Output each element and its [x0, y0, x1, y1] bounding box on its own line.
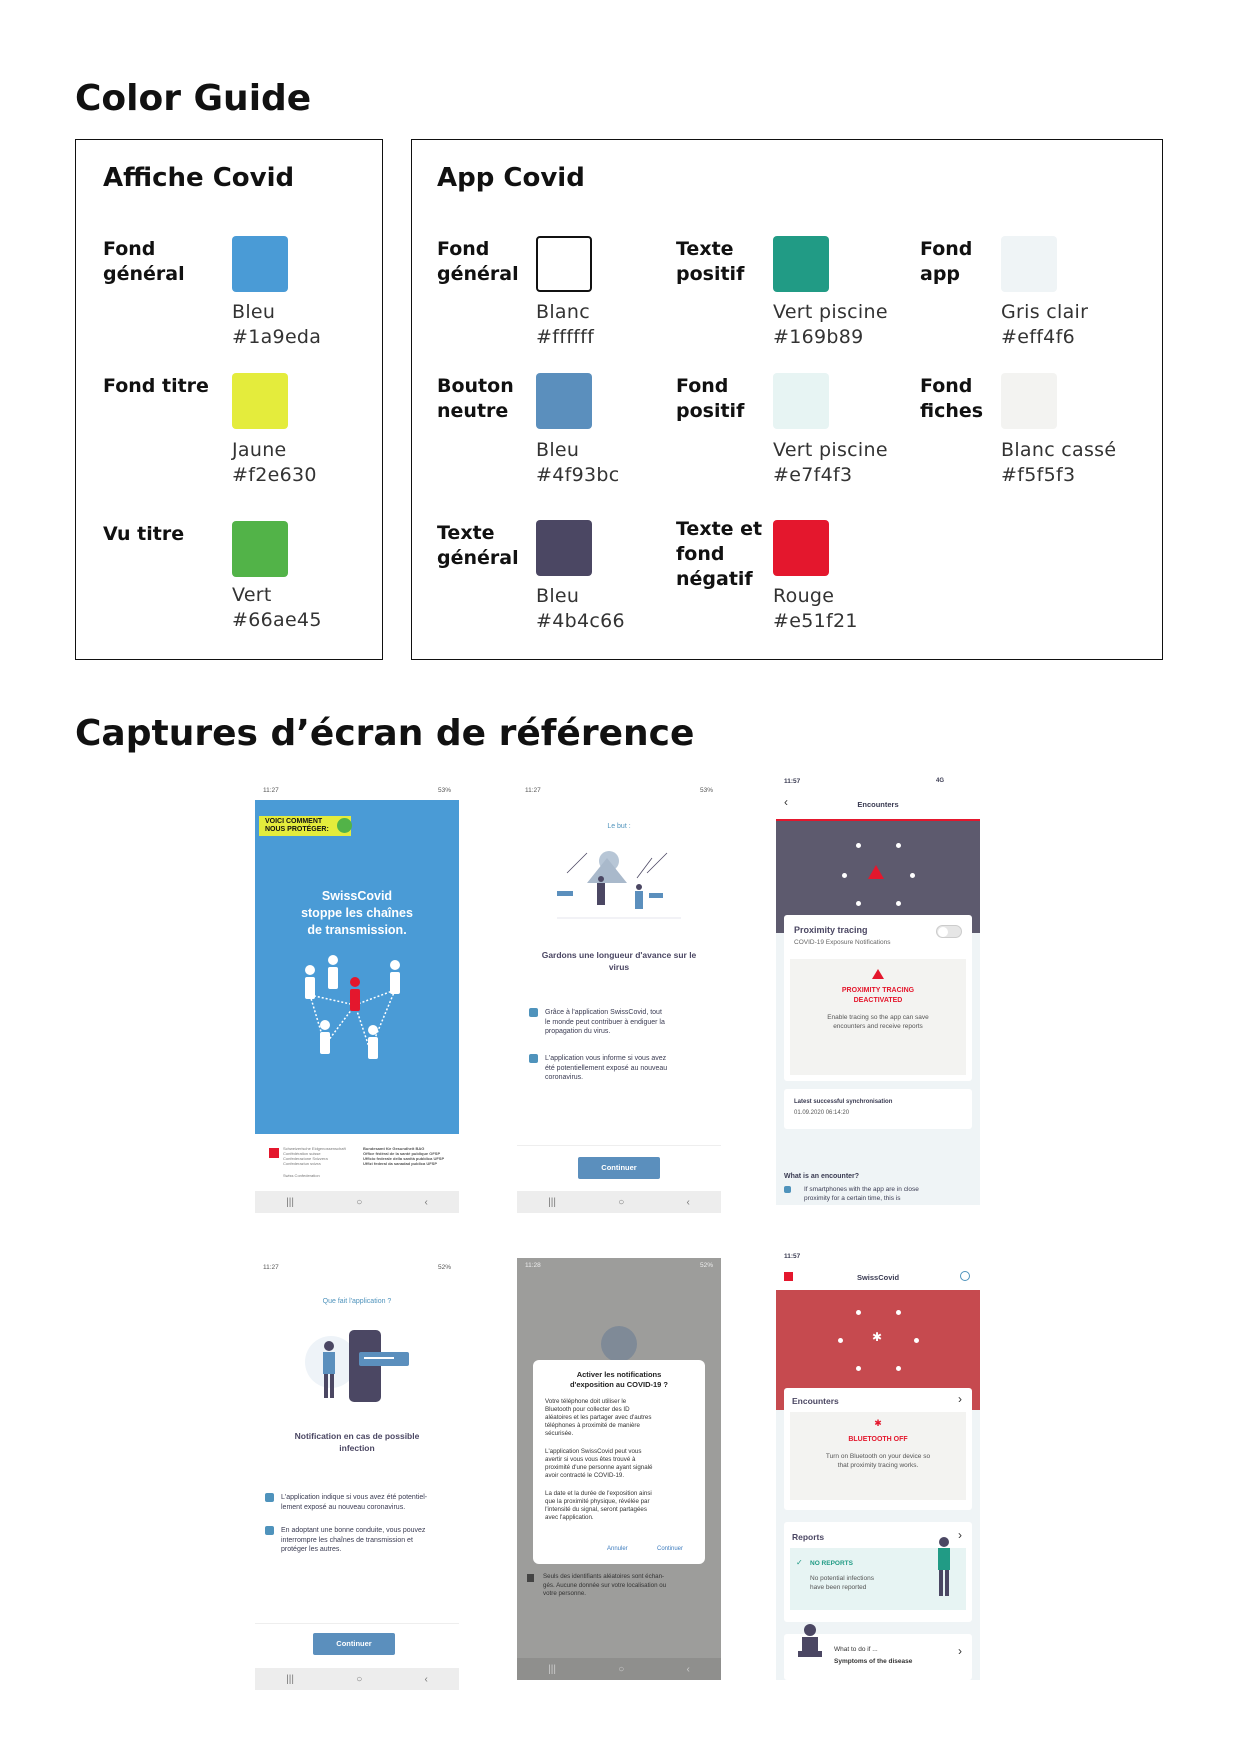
swatch-name: Vert piscine	[773, 301, 888, 323]
phone-notification-illustration	[297, 1322, 421, 1412]
swatch-hex: #4f93bc	[536, 464, 620, 486]
screenshot-permission-dialog	[517, 1258, 721, 1680]
swatch-hex: #169b89	[773, 326, 864, 348]
what-to-do-title: What to do if ...	[834, 1646, 878, 1653]
poster-footer-left: Schweizerische Eidgenossenschaft Confédération suisse Confederazione Svizzera Confederaziun svizra	[283, 1146, 346, 1166]
swatch-name: Bleu	[536, 585, 580, 607]
app-title: SwissCovid	[856, 1273, 900, 1282]
swatch-hex: #eff4f6	[1001, 326, 1075, 348]
positive-box	[790, 1548, 966, 1610]
color-swatch	[232, 236, 288, 292]
swatch-hex: #e51f21	[773, 610, 858, 632]
home-icon[interactable]: ○	[356, 1196, 363, 1208]
affiche-covid-panel	[75, 139, 383, 660]
bluetooth-icon: ✱	[874, 1418, 882, 1428]
swatch-name: Blanc cassé	[1001, 439, 1117, 461]
swatch-hex: #e7f4f3	[773, 464, 853, 486]
swatch-hex: #f5f5f3	[1001, 464, 1076, 486]
screenshot-poster	[255, 783, 459, 1213]
color-swatch	[536, 373, 592, 429]
faq-title: What is an encounter?	[784, 1173, 860, 1180]
swatch-name: Gris clair	[1001, 301, 1089, 323]
swatch-hex: #f2e630	[232, 464, 317, 486]
background-text: Seuls des identifiants aléatoires sont échan- gés. Aucune donnée sur votre localisation ou votre personne.	[543, 1573, 667, 1597]
reports-text: No potential infections have been reported	[810, 1575, 874, 1591]
status-time: 11:57	[784, 778, 801, 785]
swatch-name: Jaune	[232, 439, 287, 461]
status-bar	[517, 783, 721, 799]
android-nav-bar	[517, 1191, 721, 1213]
android-nav-bar	[255, 1191, 459, 1213]
swatch-label: Vu titre	[103, 523, 185, 545]
ios-header	[776, 775, 980, 819]
sync-card	[784, 1089, 972, 1129]
status-bar	[255, 1260, 459, 1276]
what-to-do-text: Symptoms of the disease	[834, 1658, 913, 1665]
poster-footer-right: Bundesamt für Gesundheit BAG Office fédéral de la santé publique OFSP Ufficio federale della sanità pubblica UFSP Uffizi federal da sanadad publica UFSP	[363, 1146, 445, 1166]
tracing-toggle[interactable]	[936, 925, 962, 938]
home-icon[interactable]: ○	[356, 1673, 363, 1685]
recents-icon[interactable]: |||	[286, 1196, 294, 1208]
color-swatch	[773, 236, 829, 292]
onboarding-title: Notification en cas de possible infection	[294, 1431, 420, 1453]
permission-dialog	[533, 1360, 705, 1564]
divider	[517, 1145, 721, 1146]
screenshot-onboarding-notification	[255, 1260, 459, 1690]
swatch-label: Texte positif	[676, 238, 745, 285]
swiss-flag-icon	[269, 1148, 279, 1158]
swatch-label: Texte et fond négatif	[676, 518, 763, 590]
status-time: 11:27	[525, 787, 541, 794]
screen-header: Encounters	[857, 800, 899, 809]
status-battery: 52%	[699, 1262, 713, 1269]
swatch-label: Fond app	[920, 238, 973, 285]
screenshot-home	[776, 1250, 980, 1680]
onboarding-paragraph: En adoptant une bonne conduite, vous pouvez interrompre les chaînes de transmission et protéger les autres.	[281, 1527, 426, 1553]
poster-footer-small: Swiss Confederation	[283, 1173, 320, 1178]
continue-button[interactable]: Continuer	[578, 1157, 660, 1179]
reports-card[interactable]	[784, 1522, 972, 1622]
color-swatch	[536, 236, 592, 292]
dialog-paragraph: L'application SwissCovid peut vous avertir si vous vous êtes trouvé à proximité d'une personne ayant signalé avoir contracté le COVID-19.	[545, 1448, 653, 1479]
swatch-label: Fond titre	[103, 375, 209, 397]
back-icon[interactable]: ‹	[424, 1673, 428, 1685]
status-network: 4G	[936, 778, 945, 784]
divider	[255, 1623, 459, 1624]
what-to-do-card[interactable]	[784, 1634, 972, 1680]
swatch-name: Vert	[232, 584, 272, 606]
poster-background	[255, 800, 459, 1134]
cancel-button[interactable]: Annuler	[607, 1546, 628, 1552]
message-icon	[529, 1054, 538, 1063]
warning-box	[790, 959, 966, 1075]
status-time: 11:57	[784, 1253, 801, 1260]
dialog-paragraph: Votre téléphone doit utiliser le Bluetooth pour collecter des ID aléatoires et les partager avec d'autres téléphones à proximité de manière sécurisée.	[545, 1398, 652, 1437]
faq-text: If smartphones with the app are in close proximity for a certain time, this is	[804, 1186, 919, 1202]
recents-icon[interactable]: |||	[548, 1196, 556, 1208]
people-network-icon	[295, 950, 425, 1070]
check-icon	[337, 818, 352, 833]
status-battery: 52%	[437, 1264, 451, 1271]
swatch-hex: #66ae45	[232, 609, 322, 631]
back-icon[interactable]: ‹	[686, 1663, 690, 1675]
person-sitting-illustration	[792, 1622, 828, 1672]
card-title: Proximity tracing	[794, 925, 868, 935]
toggle-knob	[938, 927, 948, 937]
network-icon	[784, 1186, 791, 1193]
bluetooth-box	[790, 1412, 966, 1500]
proximity-card	[784, 915, 972, 1081]
status-time: 11:27	[263, 787, 279, 794]
poster-badge: VOICI COMMENT NOUS PROTÉGER:	[259, 816, 351, 836]
affiche-covid-title: Affiche Covid	[103, 163, 295, 193]
screenshot-onboarding-goal	[517, 783, 721, 1213]
chevron-right-icon: ›	[958, 1644, 962, 1658]
status-battery: 53%	[437, 787, 451, 794]
sync-date: 01.09.2020 06:14:20	[794, 1110, 850, 1116]
onboarding-kicker: Le but :	[607, 823, 631, 830]
status-time: 11:28	[525, 1262, 541, 1269]
network-icon	[529, 1008, 538, 1017]
back-icon[interactable]: ‹	[424, 1196, 428, 1208]
dialog-paragraph: La date et la durée de l'exposition ainsi que la proximité physique, révélée par l'intensité du signal, seront partagées avec l'application.	[545, 1490, 652, 1521]
recents-icon[interactable]: |||	[286, 1673, 294, 1685]
app-covid-title: App Covid	[437, 163, 585, 193]
bluetooth-title: BLUETOOTH OFF	[848, 1436, 908, 1443]
status-bar	[517, 1258, 721, 1274]
color-swatch	[773, 520, 829, 576]
swatch-name: Rouge	[773, 585, 835, 607]
swatch-hex: #ffffff	[536, 326, 595, 348]
page-title: Color Guide	[75, 78, 312, 119]
home-icon[interactable]: ○	[618, 1663, 625, 1675]
checkmark-icon: ✓	[796, 1558, 803, 1567]
onboarding-paragraph: L'application vous informe si vous avez été potentiellement exposé au nouveau coronavirus.	[545, 1055, 668, 1081]
status-bar	[255, 783, 459, 799]
onboarding-paragraph: L'application indique si vous avez été potentiel- lement exposé au nouveau coronavirus.	[281, 1494, 428, 1511]
onboarding-kicker: Que fait l'application ?	[322, 1298, 392, 1305]
poster-headline: SwissCovid stoppe les chaînes de transmission.	[301, 889, 413, 937]
sync-title: Latest successful synchronisation	[794, 1099, 893, 1105]
color-swatch	[232, 521, 288, 577]
swatch-hex: #1a9eda	[232, 326, 322, 348]
back-icon[interactable]: ‹	[686, 1196, 690, 1208]
alert-icon	[872, 969, 884, 979]
onboarding-paragraph: Grâce à l'application SwissCovid, tout le monde peut contribuer à endiguer la propagation du virus.	[545, 1009, 665, 1035]
swatch-label: Fond général	[103, 238, 185, 285]
swatch-name: Vert piscine	[773, 439, 888, 461]
screenshot-encounters	[776, 775, 980, 1205]
swatch-name: Blanc	[536, 301, 590, 323]
bluetooth-off-icon: ✱	[872, 1330, 883, 1344]
status-time: 11:27	[263, 1264, 279, 1271]
status-battery: 53%	[699, 787, 713, 794]
app-covid-panel	[411, 139, 1163, 660]
swatch-label: Texte général	[437, 522, 519, 569]
swatch-name: Bleu	[232, 301, 276, 323]
home-icon[interactable]: ○	[618, 1196, 625, 1208]
ios-header	[776, 1250, 980, 1290]
card-title: Reports	[792, 1532, 825, 1542]
message-icon	[265, 1493, 274, 1502]
home-icon	[265, 1526, 274, 1535]
color-swatch	[1001, 373, 1057, 429]
screenshots-title: Captures d’écran de référence	[75, 713, 695, 754]
android-nav-bar	[255, 1668, 459, 1690]
swatch-hex: #4b4c66	[536, 610, 625, 632]
onboarding-title: Gardons une longueur d'avance sur le virus	[541, 950, 697, 972]
swatch-label: Bouton neutre	[437, 375, 514, 422]
encounters-card[interactable]	[784, 1388, 972, 1510]
color-swatch	[1001, 236, 1057, 292]
app-logo-icon	[601, 1326, 637, 1362]
card-subtitle: COVID-19 Exposure Notifications	[794, 939, 891, 946]
continue-button[interactable]: Continuer	[657, 1546, 684, 1552]
person-illustration	[930, 1534, 960, 1608]
illustration-image	[557, 843, 681, 925]
reports-status: NO REPORTS	[810, 1560, 853, 1567]
bluetooth-text: Turn on Bluetooth on your device so that proximity tracing works.	[825, 1453, 931, 1469]
warning-title: PROXIMITY TRACING DEACTIVATED	[841, 987, 915, 1004]
color-swatch	[536, 520, 592, 576]
color-swatch	[773, 373, 829, 429]
card-title: Encounters	[792, 1396, 839, 1406]
continue-button[interactable]: Continuer	[313, 1633, 395, 1655]
dialog-title: Activer les notifications d'exposition au COVID-19 ?	[569, 1370, 669, 1389]
color-swatch	[232, 373, 288, 429]
swatch-name: Bleu	[536, 439, 580, 461]
swatch-label: Fond fiches	[920, 375, 984, 422]
recents-icon[interactable]: |||	[548, 1663, 556, 1675]
lock-icon	[527, 1574, 534, 1582]
swatch-label: Fond positif	[676, 375, 745, 422]
chevron-right-icon: ›	[958, 1392, 962, 1406]
swatch-label: Fond général	[437, 238, 519, 285]
chevron-right-icon: ›	[958, 1528, 962, 1542]
warning-text: Enable tracing so the app can save encounters and receive reports	[827, 1014, 929, 1030]
android-nav-bar	[517, 1658, 721, 1680]
warning-icon	[868, 865, 884, 879]
back-arrow-icon[interactable]: ‹	[784, 795, 788, 809]
info-icon[interactable]	[960, 1271, 970, 1281]
